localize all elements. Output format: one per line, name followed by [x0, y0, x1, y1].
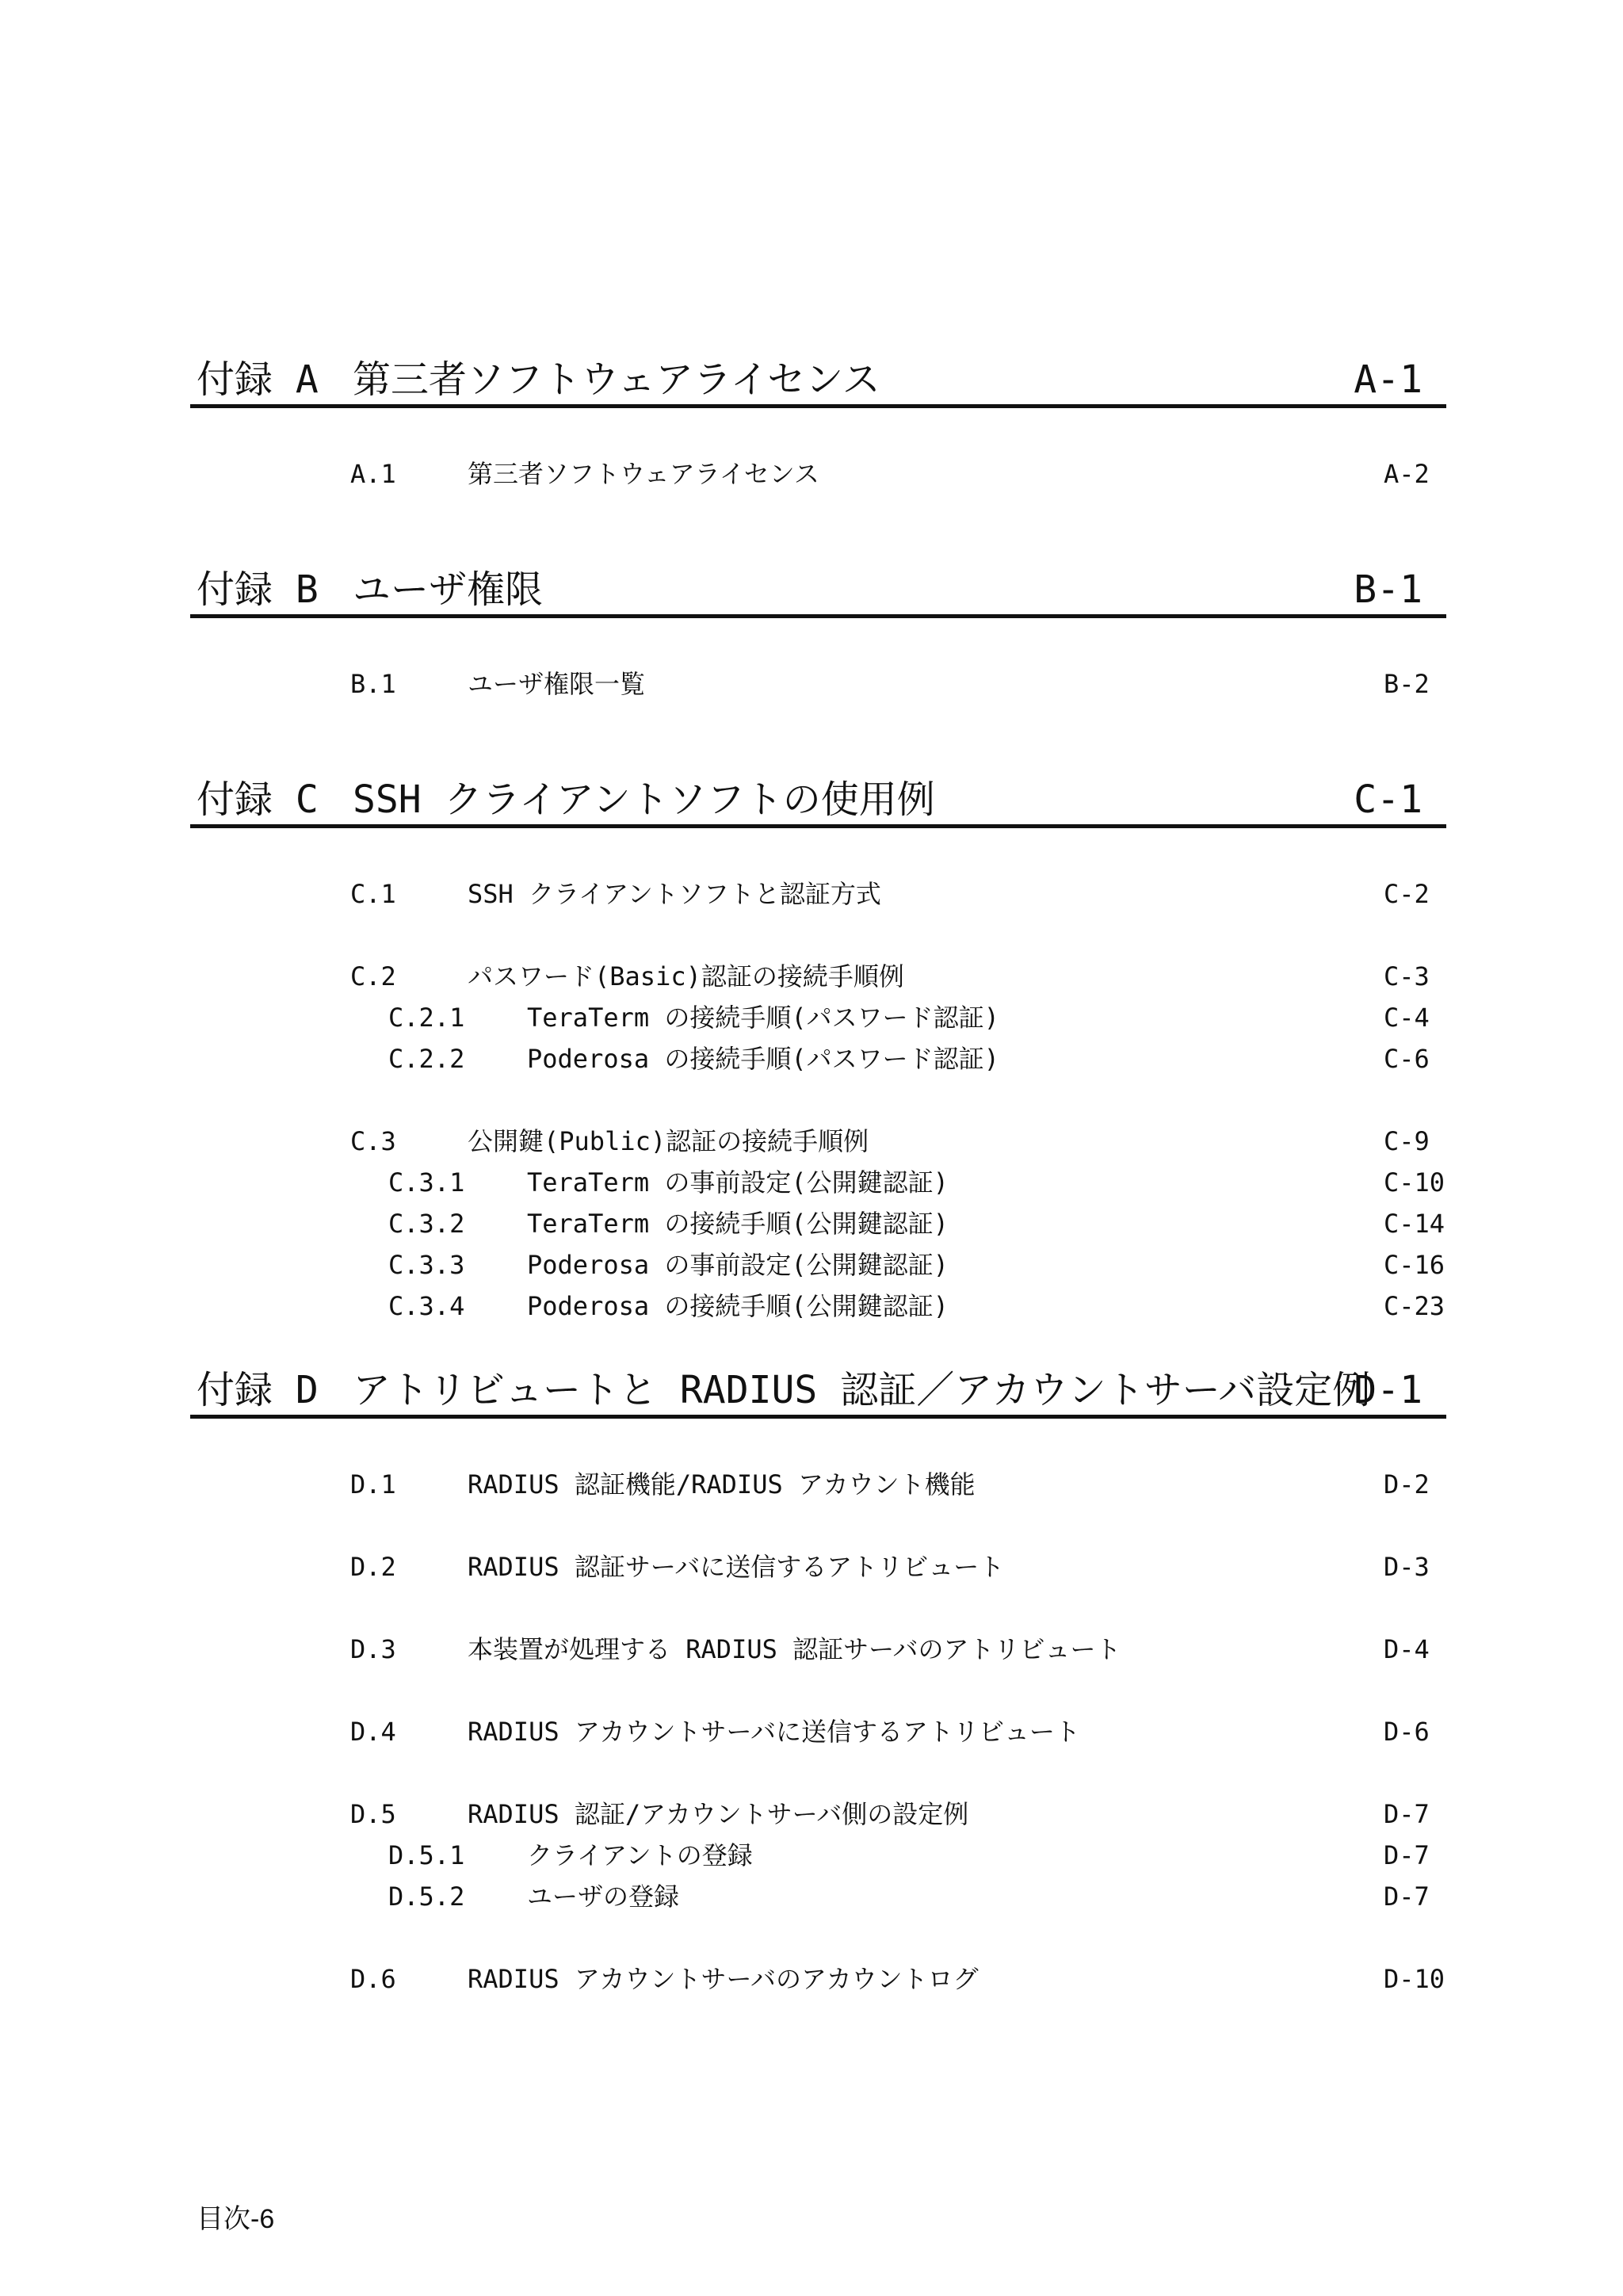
entry-title: RADIUS 認証サーバに送信するアトリビュート	[468, 1552, 1005, 1582]
entry-title: RADIUS アカウントサーバに送信するアトリビュート	[468, 1717, 1080, 1747]
entry-title: RADIUS 認証機能/RADIUS アカウント機能	[468, 1469, 976, 1499]
toc-entry-d-5-1[interactable]	[388, 1839, 1428, 1871]
toc-entry-d-5[interactable]	[350, 1798, 1428, 1830]
entry-title: RADIUS 認証/アカウントサーバ側の設定例	[468, 1799, 969, 1829]
page-footer: 目次-6	[197, 2204, 275, 2234]
entry-number: C.3.1	[388, 1167, 465, 1198]
toc-entry-c-2-2[interactable]	[388, 1043, 1428, 1075]
toc-entry-a-1[interactable]	[350, 458, 1428, 490]
appendix-c-header	[190, 775, 1446, 828]
appendix-label: 付録 B	[197, 567, 319, 612]
entry-number: D.2	[350, 1552, 396, 1582]
entry-page: C-3	[1384, 961, 1430, 991]
toc-entry-c-3-4[interactable]	[388, 1290, 1445, 1322]
toc-entry-c-3-2[interactable]	[388, 1208, 1445, 1240]
entry-page: C-2	[1384, 879, 1430, 909]
entry-title: パスワード(Basic)認証の接続手順例	[468, 961, 904, 991]
entry-page: C-4	[1384, 1003, 1430, 1033]
entry-page: C-23	[1384, 1291, 1445, 1321]
entry-title: TeraTerm の事前設定(公開鍵認証)	[527, 1167, 949, 1198]
toc-entry-d-5-2[interactable]	[388, 1881, 1428, 1912]
entry-title: TeraTerm の接続手順(パスワード認証)	[527, 1003, 999, 1033]
entry-page: D-4	[1384, 1634, 1430, 1664]
entry-page: D-3	[1384, 1552, 1430, 1582]
entry-title: 公開鍵(Public)認証の接続手順例	[468, 1126, 869, 1156]
entry-title: TeraTerm の接続手順(公開鍵認証)	[527, 1209, 949, 1239]
entry-title: Poderosa の接続手順(公開鍵認証)	[527, 1291, 949, 1321]
entry-title: 第三者ソフトウェアライセンス	[468, 459, 819, 489]
entry-title: ユーザの登録	[527, 1881, 680, 1912]
toc-entry-b-1[interactable]	[350, 668, 1428, 700]
entry-number: C.3.3	[388, 1250, 465, 1280]
entry-page: D-6	[1384, 1717, 1430, 1747]
entry-page: D-10	[1384, 1964, 1445, 1994]
entry-number: D.4	[350, 1717, 396, 1747]
entry-page: D-7	[1384, 1881, 1430, 1912]
entry-page: D-7	[1384, 1840, 1430, 1870]
entry-page: D-7	[1384, 1799, 1430, 1829]
entry-number: D.5.1	[388, 1840, 465, 1870]
toc-entry-c-2[interactable]	[350, 961, 1428, 992]
appendix-page: D-1	[1354, 1368, 1423, 1412]
toc-entry-c-3[interactable]	[350, 1125, 1428, 1157]
entry-title: クライアントの登録	[527, 1840, 753, 1870]
toc-entry-c-1[interactable]	[350, 878, 1428, 910]
appendix-label: 付録 A	[197, 357, 319, 402]
entry-number: D.3	[350, 1634, 396, 1664]
appendix-title: SSH クライアントソフトの使用例	[353, 777, 935, 822]
appendix-b-header	[190, 565, 1446, 618]
entry-page: C-16	[1384, 1250, 1445, 1280]
entry-title: 本装置が処理する RADIUS 認証サーバのアトリビュート	[468, 1634, 1121, 1664]
appendix-page: B-1	[1354, 567, 1423, 612]
appendix-title: ユーザ権限	[353, 567, 544, 612]
appendix-a-header	[190, 355, 1446, 408]
entry-number: C.3.2	[388, 1209, 465, 1239]
toc-entry-c-3-1[interactable]	[388, 1167, 1445, 1198]
entry-page: B-2	[1384, 669, 1430, 699]
appendix-title: アトリビュートと RADIUS 認証／アカウントサーバ設定例	[353, 1368, 1371, 1412]
entry-title: SSH クライアントソフトと認証方式	[468, 879, 881, 909]
entry-number: C.2.2	[388, 1044, 465, 1074]
entry-number: D.5.2	[388, 1881, 465, 1912]
entry-page: D-2	[1384, 1469, 1430, 1499]
entry-title: ユーザ権限一覧	[468, 669, 646, 699]
entry-number: D.1	[350, 1469, 396, 1499]
entry-page: C-14	[1384, 1209, 1445, 1239]
entry-number: C.1	[350, 879, 396, 909]
toc-entry-c-3-3[interactable]	[388, 1249, 1445, 1281]
toc-entry-d-3[interactable]	[350, 1633, 1428, 1665]
entry-page: C-6	[1384, 1044, 1430, 1074]
appendix-label: 付録 D	[197, 1368, 319, 1412]
entry-number: D.5	[350, 1799, 396, 1829]
toc-entry-c-2-1[interactable]	[388, 1002, 1428, 1033]
toc-entry-d-2[interactable]	[350, 1551, 1428, 1583]
entry-title: Poderosa の接続手順(パスワード認証)	[527, 1044, 999, 1074]
entry-number: A.1	[350, 459, 396, 489]
entry-number: D.6	[350, 1964, 396, 1994]
entry-title: Poderosa の事前設定(公開鍵認証)	[527, 1250, 949, 1280]
entry-number: C.2	[350, 961, 396, 991]
entry-title: RADIUS アカウントサーバのアカウントログ	[468, 1964, 979, 1994]
toc-entry-d-6[interactable]	[350, 1963, 1445, 1995]
toc-entry-d-4[interactable]	[350, 1716, 1428, 1748]
appendix-title: 第三者ソフトウェアライセンス	[353, 357, 880, 402]
appendix-page: A-1	[1354, 357, 1423, 402]
entry-number: C.3	[350, 1126, 396, 1156]
appendix-d-header	[190, 1366, 1446, 1419]
entry-page: C-10	[1384, 1167, 1445, 1198]
entry-page: C-9	[1384, 1126, 1430, 1156]
entry-page: A-2	[1384, 459, 1430, 489]
toc-entry-d-1[interactable]	[350, 1469, 1428, 1500]
entry-number: C.3.4	[388, 1291, 465, 1321]
appendix-label: 付録 C	[197, 777, 319, 822]
appendix-page: C-1	[1354, 777, 1423, 822]
entry-number: C.2.1	[388, 1003, 465, 1033]
entry-number: B.1	[350, 669, 396, 699]
